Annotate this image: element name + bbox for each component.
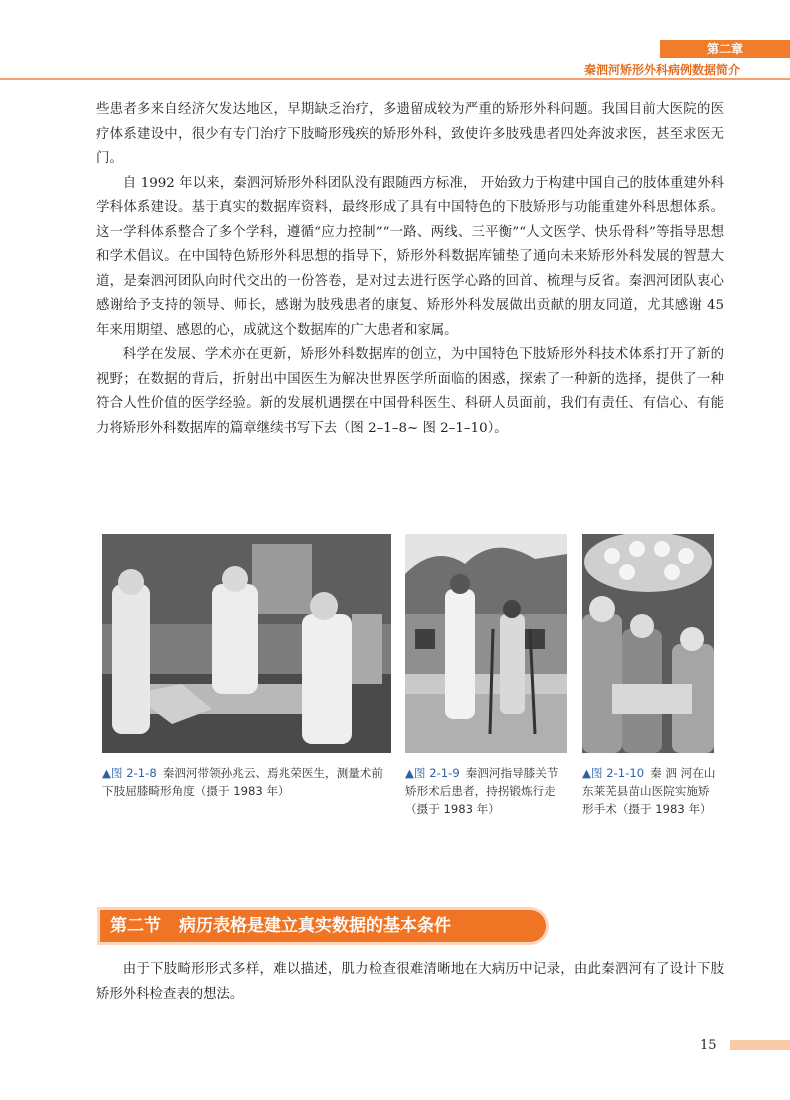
- chapter-subtitle: 秦泗河矫形外科病例数据简介: [583, 63, 740, 77]
- section-heading: [100, 910, 546, 942]
- page-number: 15: [700, 1038, 717, 1053]
- section-title: 病历表格是建立真实数据的基本条件: [179, 916, 451, 936]
- paragraph: 自 1992 年以来，秦泗河矫形外科团队没有跟随西方标准， 开始致力于构建中国自己的肢体重建外科学科体系建设。基于真实的数据库资料，最终形成了具有中国特色的下肢矫形与功能重建外科思想体系。这一学科体系整合了多个学科，遵循“应力控制”“一路、两线、三平衡”“人文医学、快乐骨科”等指导思想和学术倡议。在中国特色矫形外科思想的指导下，矫形外科数据库铺垫了通向未来矫形外科发展的智慧大道，是秦泗河团队向时代交出的一份答卷，是对过去进行医学心路的回首、梳理与反省。秦泗河团队衷心感谢给予支持的领导、师长，感谢为肢残患者的康复、矫形外科发展做出贡献的朋友同道，尤其感谢 45 年来用期望、感恩的心，成就这个数据库的广大患者和家属。: [96, 175, 724, 338]
- paragraph: 科学在发展、学术亦在更新，矫形外科数据库的创立，为中国特色下肢矫形外科技术体系打开了新的视野；在数据的背后，折射出中国医生为解决世界医学所面临的困惑，探索了一种新的选择，提供了一种符合人性价值的医学经验。新的发展机遇摆在中国骨科医生、科研人员面前，我们有责任、有信心、有能力将矫形外科数据库的篇章继续书写下去（图 2–1–8~ 图 2–1–10）。: [96, 347, 724, 436]
- figure-label: 图 2-1-10: [590, 766, 645, 780]
- figure-caption: [582, 764, 716, 818]
- triangle-icon: ▲: [405, 766, 414, 780]
- paragraph: 由于下肢畸形形式多样，难以描述，肌力检查很难清晰地在大病历中记录，由此秦泗河有了设计下肢矫形外科检查表的想法。: [96, 962, 724, 1002]
- page-number-bar: [730, 1040, 790, 1050]
- caption-text: 秦泗河带领孙兆云、焉兆荣医生，测量术前下肢屈膝畸形角度（摄于 1983 年）: [102, 766, 383, 798]
- section-number: 第二节: [110, 916, 161, 936]
- caption-text: 秦泗河指导膝关节矫形术后患者，持拐锻炼行走（摄于 1983 年）: [405, 766, 559, 816]
- triangle-icon: ▲: [582, 766, 591, 780]
- caption-text: 秦 泗 河在山东莱芜县苗山医院实施矫形手术（摄于 1983 年）: [582, 766, 716, 816]
- header-rule: [0, 78, 790, 80]
- triangle-icon: ▲: [102, 766, 111, 780]
- chapter-tab: 第二章: [660, 40, 790, 58]
- photo-crutch-walking: [405, 534, 567, 753]
- paragraph: 些患者多来自经济欠发达地区，早期缺乏治疗，多遗留成较为严重的矫形外科问题。我国目前大医院的医疗体系建设中，很少有专门治疗下肢畸形残疾的矫形外科，致使许多肢残患者四处奔波求医，甚至求医无门。: [96, 102, 724, 166]
- photo-ward-measurement: [102, 534, 391, 753]
- body-text-top: [96, 98, 724, 441]
- photo-surgery: [582, 534, 714, 753]
- figure-caption: [102, 764, 391, 800]
- body-text-lower: [96, 958, 724, 1007]
- figure-caption: [405, 764, 567, 818]
- figure-label: 图 2-1-9: [413, 766, 460, 780]
- figure-label: 图 2-1-8: [110, 766, 157, 780]
